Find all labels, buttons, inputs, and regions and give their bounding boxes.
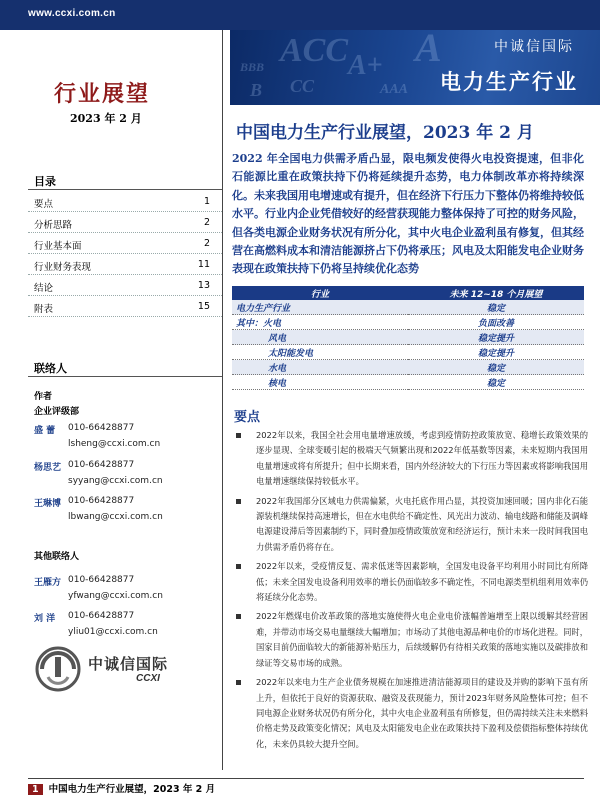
header-banner [230, 30, 600, 105]
outlook-table [232, 286, 584, 390]
divider [28, 189, 222, 190]
industry-cell: 其中：火电 [232, 315, 408, 330]
logo-text-en: CCXI [136, 673, 160, 684]
key-points-title: 要点 [234, 410, 261, 425]
outlook-cell: 稳定提升 [408, 330, 584, 345]
contact-name: 刘 洋 [34, 614, 56, 624]
outlook-cell: 稳定 [408, 375, 584, 390]
outlook-cell: 稳定提升 [408, 345, 584, 360]
toc-item[interactable]: 分析思路 2 [28, 213, 222, 233]
outlook-cell: 稳定 [408, 360, 584, 375]
outlook-cell: 稳定 [408, 300, 584, 315]
sidebar [28, 30, 223, 770]
industry-cell: 水电 [232, 360, 408, 375]
industry-cell: 核电 [232, 375, 408, 390]
contact-phone: 010-66428877 [68, 611, 135, 621]
author-email[interactable]: lbwang@ccxi.com.cn [68, 512, 163, 522]
toc-item[interactable]: 行业基本面 2 [28, 234, 222, 254]
logo-mark-icon [34, 645, 82, 693]
table-row [232, 345, 584, 360]
table-header-row [232, 286, 584, 300]
banner-decoration: AAA [380, 82, 409, 97]
outlook-cell: 负面改善 [408, 315, 584, 330]
report-title: 中国电力生产行业展望，2023 年 2 月 [236, 123, 534, 143]
brand-name: 中诚信国际 [494, 39, 574, 55]
toc-item[interactable]: 结论 13 [28, 276, 222, 296]
industry-cell: 风电 [232, 330, 408, 345]
author-name: 杨思艺 [34, 463, 62, 473]
bullet-square-icon [236, 614, 241, 619]
logo-text-zh: 中诚信国际 [88, 655, 169, 673]
banner-decoration: A+ [348, 50, 383, 81]
banner-decoration: BBB [240, 60, 265, 74]
key-points-list [232, 428, 588, 756]
author-phone: 010-66428877 [68, 496, 135, 506]
author-name: 王琳博 [34, 499, 62, 509]
contact-phone: 010-66428877 [68, 575, 135, 585]
bullet-square-icon [236, 564, 241, 569]
key-point: 2022年燃煤电价改革政策的落地实施使得火电企业电价涨幅普遍增至上限以缓解其经营困难，并带动市场交易电量继续大幅增加；市场动了其他电源品种电价的市场化进程。同时，国家目前仍面临较大的新能源补贴压力，后续缓解仍有待相关政策的落地实施以及碳排放和绿证等交易市场的成熟。 [232, 609, 588, 671]
report-date: 2023 年 2 月 [70, 112, 142, 125]
industry-cell: 电力生产行业 [232, 300, 408, 315]
toc-title: 目录 [34, 175, 56, 188]
toc-item[interactable]: 附表 15 [28, 297, 222, 317]
authors-department: 企业评级部 [34, 407, 80, 417]
banner-decoration: A [415, 30, 442, 70]
table-row [232, 315, 584, 330]
author-email[interactable]: syyang@ccxi.com.cn [68, 476, 163, 486]
table-row [232, 330, 584, 345]
footer-text: 中国电力生产行业展望，2023 年 2 月 [48, 784, 216, 795]
divider [28, 376, 222, 377]
table-row [232, 360, 584, 375]
footer-divider [28, 778, 584, 779]
page-number: 1 [28, 784, 43, 795]
author-name: 盛 蕾 [34, 426, 56, 436]
key-point: 2022年以来电力生产企业债务规模在加速推进清洁能源项目的建设及并购的影响下虽有所上升，但依托于良好的资源获取、融资及获现能力，预计2023年财务风险整体可控；但不同电源企业财务状况仍有所分化，其中火电企业盈利虽有所修复，但仍需持续关注未来燃料价格走势及政策变化情况；风电及太阳能发电企业在政策扶持下盈利及偿债指标整体持续优化，未来仍具较大提升空间。 [232, 675, 588, 752]
summary-paragraph: 2022 年全国电力供需矛盾凸显，限电频发使得火电投资提速，但非化石能源比重在政策扶持下仍将延续提升态势，电力体制改革亦将持续深化。未来我国用电增速或有提升，但在经济下行压力下整体仍将维持较低水平。行业内企业凭借较好的经营获现能力整体保持了可控的财务风险，但各类电源企业财务状况有所分化，其中火电企业盈利虽有修复，但其经营在高燃料成本和清洁能源挤占下仍将承压；风电及太阳能发电企业财务表现在政策扶持下仍将呈持续优化态势 [232, 152, 584, 276]
table-row [232, 300, 584, 315]
author-phone: 010-66428877 [68, 460, 135, 470]
other-contacts-label: 其他联络人 [34, 552, 80, 562]
company-logo [34, 645, 169, 697]
toc-item[interactable]: 行业财务表现 11 [28, 255, 222, 275]
author-email[interactable]: lsheng@ccxi.com.cn [68, 439, 161, 449]
banner-decoration: CC [290, 76, 315, 96]
authors-label: 作者 [34, 392, 53, 402]
author-phone: 010-66428877 [68, 423, 135, 433]
contact-email[interactable]: yfwang@ccxi.com.cn [68, 591, 163, 601]
key-point: 2022年以来，受疫情反复、需求低迷等因素影响，全国发电设备平均利用小时同比有所降低；未来全国发电设备利用效率的增长仍面临较多不确定性，不同电源类型机组利用效率仍将延续分化态势。 [232, 559, 588, 605]
contact-email[interactable]: yliu01@ccxi.com.cn [68, 627, 158, 637]
industry-cell: 太阳能发电 [232, 345, 408, 360]
toc-item[interactable]: 要点 1 [28, 192, 222, 212]
table-header: 行业 [232, 286, 408, 300]
bullet-square-icon [236, 680, 241, 685]
report-type: 行业展望 [54, 81, 151, 107]
banner-decoration: ACC [280, 32, 349, 69]
top-bar [0, 0, 600, 30]
contact-name: 王雁方 [34, 578, 62, 588]
contacts-title: 联络人 [34, 362, 67, 375]
key-point: 2022年以来，我国全社会用电量增速放缓，考虑到疫情防控政策放宽、稳增长政策效果的逐步显现、全球变暖引起的极端天气频繁出现和2022年低基数等因素，未来短期内我国用电量增速或将有所提升；但中长期来看，国内外经济较大的下行压力等因素或将影响我国用电量增速继续保持较低水平。 [232, 428, 588, 490]
table-row [232, 375, 584, 390]
bullet-square-icon [236, 433, 241, 438]
banner-decoration: B [250, 80, 263, 100]
table-header: 未来 12~18 个月展望 [408, 286, 584, 300]
key-point: 2022年我国部分区域电力供需偏紧，火电托底作用凸显，其投资加速回暖；国内非化石能源装机继续保持高速增长，但在水电供给不确定性、风光出力波动、输电线路和储能及调峰电源建设滞后等因素制约下，同时叠加疫情政策放宽和经济运行，预计未来一段时间我国电力供需矛盾仍将存在。 [232, 494, 588, 556]
page-footer [28, 781, 215, 795]
website-url[interactable]: www.ccxi.com.cn [28, 8, 116, 19]
industry-title: 电力生产行业 [440, 70, 578, 94]
bullet-square-icon [236, 499, 241, 504]
